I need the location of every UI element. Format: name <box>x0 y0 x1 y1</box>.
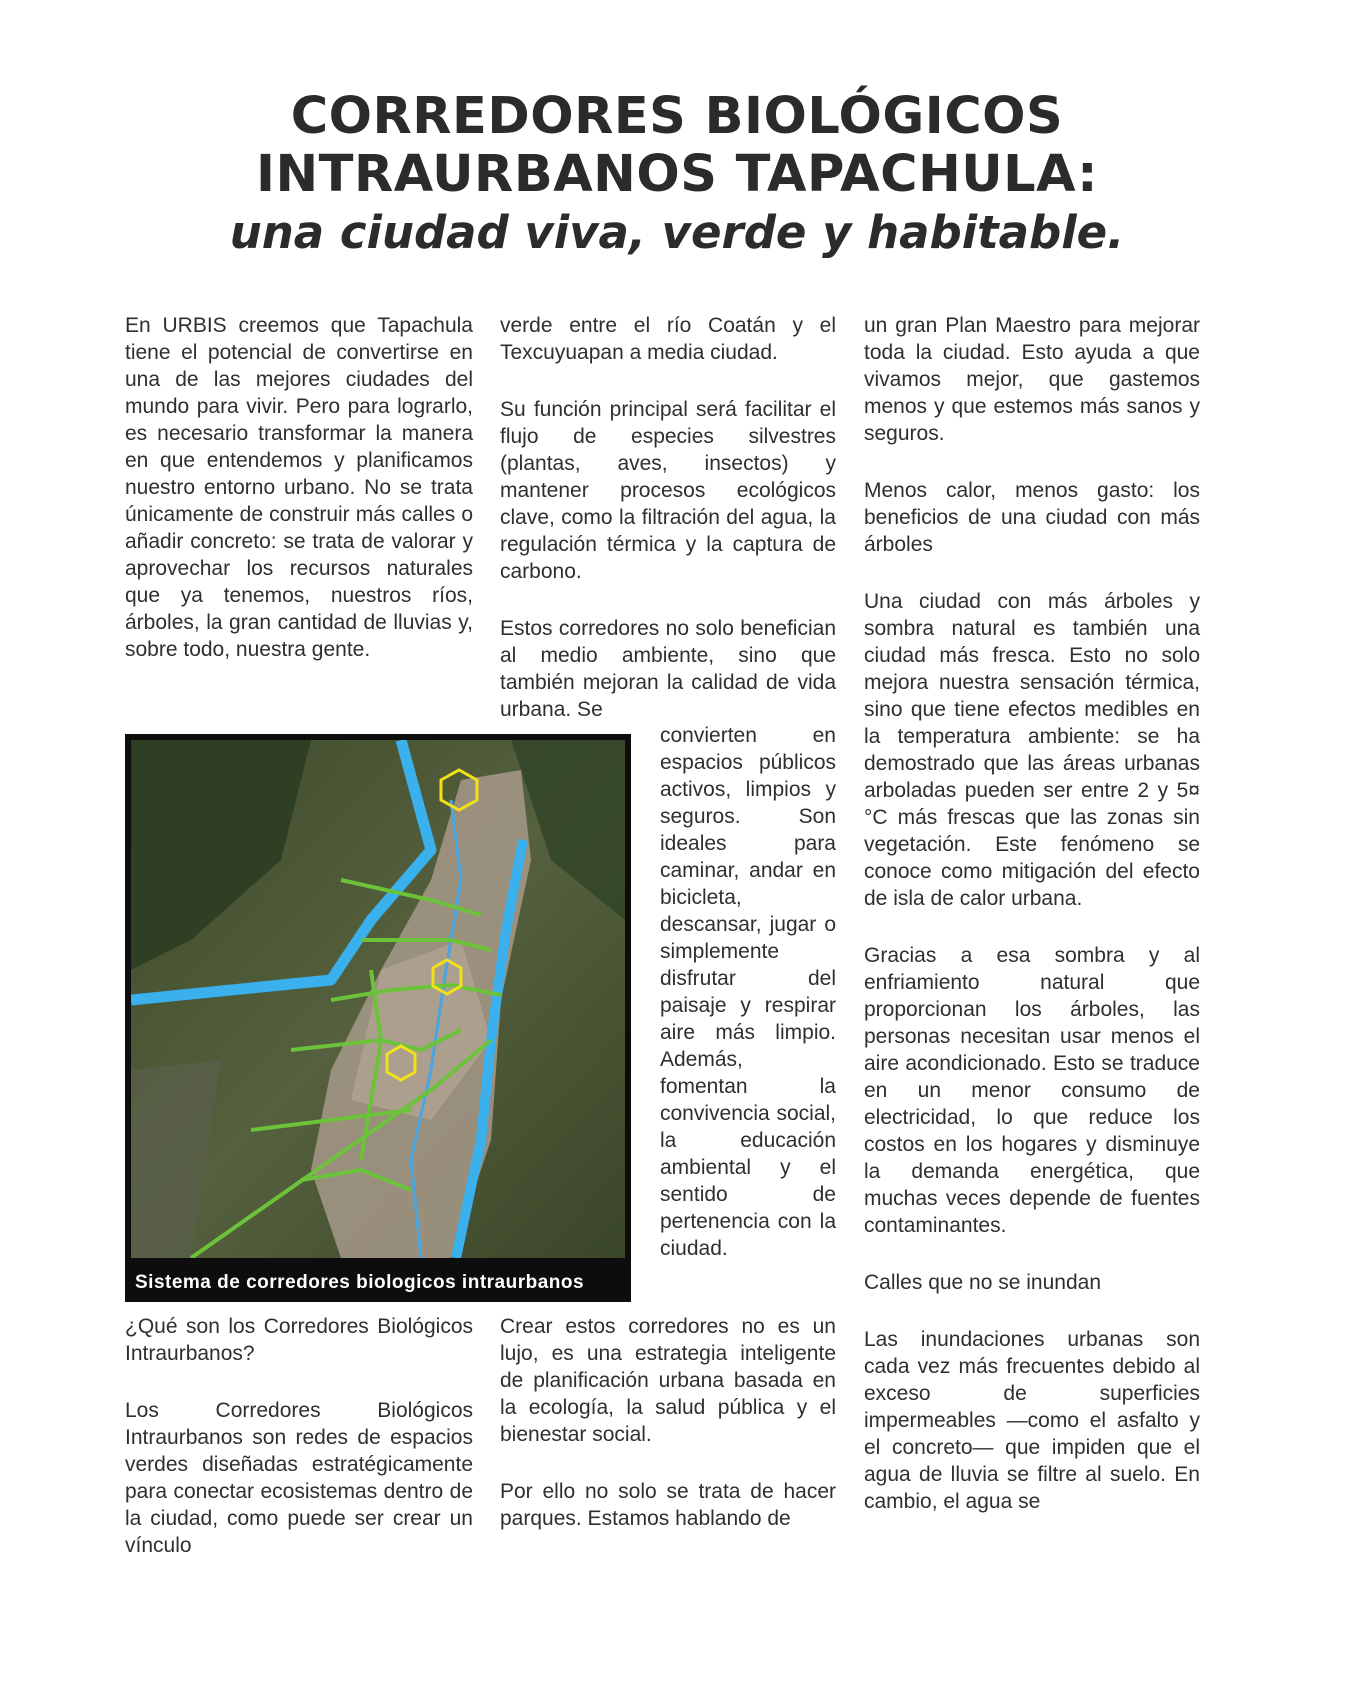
title-line-1: CORREDORES BIOLÓGICOS <box>290 87 1064 146</box>
col3-heading-2: Calles que no se inundan <box>864 1271 1102 1294</box>
col2-paragraph-2: Su función principal será facilitar el flujo de especies silvestres (plantas, aves, insectos) y mantener procesos ecológicos clave, como la filtración del agua, la regulación térmica y la captura de carbono. <box>500 398 836 583</box>
col1-paragraph-2: Los Corredores Biológicos Intraurbanos son redes de espacios verdes diseñadas estratégicamente para conectar ecosistemas dentro de la ciudad, como puede ser crear un vínculo <box>125 1399 473 1557</box>
col1-paragraph-1: En URBIS creemos que Tapachula tiene el potencial de convertirse en una de las mejores ciudades del mundo para vivir. Pero para lograrlo, es necesario transformar la manera en que entendemos y planificamos nuestro entorno urbano. No se trata únicamente de construir más calles o añadir concreto: se trata de valorar y aprovechar los recursos naturales que ya tenemos, nuestros ríos, árboles, la gran cantidad de lluvias y, sobre todo, nuestra gente. <box>125 314 473 661</box>
map-caption: Sistema de corredores biologicos intraurbanos <box>135 1272 585 1293</box>
column-1 <box>125 312 473 693</box>
column-2 <box>500 312 836 753</box>
subtitle: una ciudad viva, verde y habitable. <box>229 206 1125 259</box>
col3-heading-1: Menos calor, menos gasto: los beneficios de una ciudad con más árboles <box>864 479 1200 556</box>
col3-paragraph-4: Las inundaciones urbanas son cada vez más frecuentes debido al exceso de superficies impermeables —como el asfalto y el concreto— que impiden que el agua de lluvia se filtre al suelo. En cambio, el agua se <box>864 1328 1200 1513</box>
col2-paragraph-3: Estos corredores no solo benefician al medio ambiente, sino que también mejoran la calidad de vida urbana. Se <box>500 617 836 721</box>
col3-paragraph-3: Gracias a esa sombra y al enfriamiento natural que proporcionan los árboles, las personas necesitan usar menos el aire acondicionado. Esto se traduce en un menor consumo de electricidad, lo que reduce los costos en los hogares y disminuye la demanda energética, que muchas veces depende de fuentes contaminantes. <box>864 944 1200 1237</box>
column-2-lower <box>500 1313 836 1562</box>
col1-heading: ¿Qué son los Corredores Biológicos Intraurbanos? <box>125 1315 473 1365</box>
col2-paragraph-4: Crear estos corredores no es un lujo, es una estrategia inteligente de planificación urbana basada en la ecología, la salud pública y el bienestar social. <box>500 1315 836 1446</box>
col2-wrap-text: convierten en espacios públicos activos, limpios y seguros. Son ideales para caminar, andar en bicicleta, descansar, jugar o simplemente disfrutar del paisaje y respirar aire más limpio. Además, fomentan la convivencia social, la educación ambiental y el sentido de pertenencia con la ciudad. <box>660 724 836 1260</box>
corridor-map-figure <box>125 734 631 1302</box>
col2-paragraph-5: Por ello no solo se trata de hacer parques. Estamos hablando de <box>500 1480 836 1530</box>
title-line-2: INTRAURBANOS TAPACHULA: <box>256 145 1098 204</box>
col3-paragraph-1: un gran Plan Maestro para mejorar toda la ciudad. Esto ayuda a que vivamos mejor, que gastemos menos y que estemos más sanos y seguros. <box>864 314 1200 445</box>
article-header <box>0 88 1354 260</box>
satellite-map <box>131 740 625 1258</box>
col3-paragraph-2: Una ciudad con más árboles y sombra natural es también una ciudad más fresca. Esto no solo mejora nuestra sensación térmica, sino que tiene efectos medibles en la temperatura ambiente: se ha demostrado que las áreas urbanas arboladas pueden ser entre 2 y 5¤ °C más frescas que las zonas sin vegetación. Este fenómeno se conoce como mitigación del efecto de isla de calor urbana. <box>864 590 1200 910</box>
col2-paragraph-1: verde entre el río Coatán y el Texcuyuapan a media ciudad. <box>500 314 836 364</box>
column-3 <box>864 312 1200 1545</box>
column-1-lower <box>125 1313 473 1589</box>
